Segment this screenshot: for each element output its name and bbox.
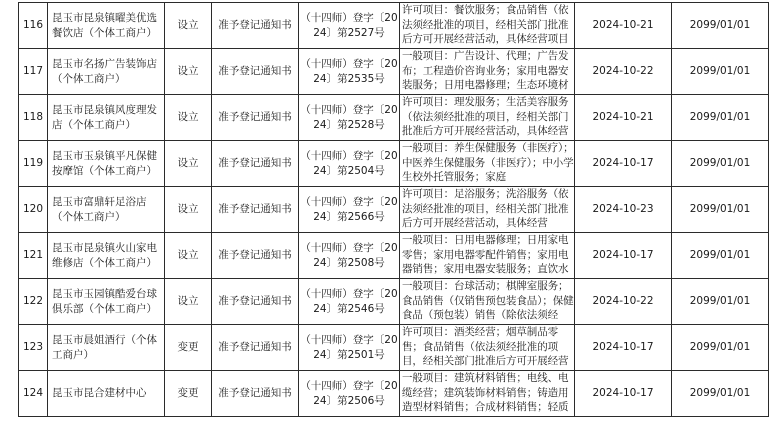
expiry-date-cell bbox=[672, 325, 769, 371]
business-name-clip bbox=[52, 187, 162, 232]
document-type-clip bbox=[212, 233, 298, 278]
registration-type-clip bbox=[165, 325, 211, 370]
business-scope-cell bbox=[400, 95, 575, 141]
document-type-clip bbox=[212, 49, 298, 94]
registration-type-clip bbox=[165, 279, 211, 324]
row-number-clip bbox=[19, 3, 47, 48]
business-scope-clip bbox=[402, 187, 574, 232]
expiry-date-clip bbox=[672, 325, 768, 370]
certificate-number: （十四师）登字〔2024〕第2566号 bbox=[300, 195, 398, 223]
certificate-number-clip bbox=[299, 279, 399, 324]
registration-type: 设立 bbox=[177, 295, 199, 307]
certificate-number: （十四师）登字〔2024〕第2508号 bbox=[300, 241, 398, 269]
business-scope: 一般项目：建筑材料销售；电线、电缆经营；建筑装饰材料销售；铸造用造型材料销售；合成材料销售；轻质 bbox=[402, 372, 569, 414]
row-number-cell bbox=[19, 95, 48, 141]
business-scope: 一般项目：养生保健服务（非医疗）；中医养生保健服务（非医疗）；中小学生校外托管服务；家庭 bbox=[402, 142, 574, 184]
registration-type: 设立 bbox=[177, 203, 199, 215]
expiry-date-cell bbox=[672, 279, 769, 325]
registration-date: 2024-10-17 bbox=[592, 341, 654, 353]
business-scope-cell bbox=[400, 371, 575, 417]
table-row bbox=[19, 325, 769, 371]
row-number: 117 bbox=[22, 65, 44, 77]
table-row bbox=[19, 3, 769, 49]
business-name-cell bbox=[48, 49, 165, 95]
expiry-date-clip bbox=[672, 141, 768, 186]
row-number-cell bbox=[19, 279, 48, 325]
certificate-number-cell bbox=[299, 3, 400, 49]
expiry-date: 2099/01/01 bbox=[689, 65, 751, 77]
expiry-date-clip bbox=[672, 371, 768, 416]
business-name-cell bbox=[48, 95, 165, 141]
business-name: 昆玉市名扬广告装饰店（个体工商户） bbox=[52, 57, 157, 85]
registration-date-clip bbox=[575, 325, 671, 370]
business-name-clip bbox=[52, 233, 162, 278]
registration-type-clip bbox=[165, 187, 211, 232]
row-number-cell bbox=[19, 233, 48, 279]
business-scope-cell bbox=[400, 279, 575, 325]
expiry-date: 2099/01/01 bbox=[689, 387, 751, 399]
document-type: 准予登记通知书 bbox=[218, 19, 292, 31]
business-name-cell bbox=[48, 371, 165, 417]
certificate-number: （十四师）登字〔2024〕第2504号 bbox=[300, 149, 398, 177]
registration-date-cell bbox=[575, 187, 672, 233]
business-scope-clip bbox=[402, 3, 574, 48]
registration-date-cell bbox=[575, 141, 672, 187]
row-number-cell bbox=[19, 141, 48, 187]
registration-date-clip bbox=[575, 141, 671, 186]
business-name-cell bbox=[48, 279, 165, 325]
registration-date: 2024-10-22 bbox=[592, 65, 654, 77]
document-type-cell bbox=[212, 95, 299, 141]
expiry-date-cell bbox=[672, 371, 769, 417]
document-type: 准予登记通知书 bbox=[218, 157, 292, 169]
row-number: 121 bbox=[22, 249, 44, 261]
table-row bbox=[19, 95, 769, 141]
expiry-date-clip bbox=[672, 233, 768, 278]
row-number-clip bbox=[19, 279, 47, 324]
business-scope: 许可项目：酒类经营；烟草制品零售；食品销售（依法须经批准的项目，经相关部门批准后方可开展经营 bbox=[402, 326, 569, 368]
document-type: 准予登记通知书 bbox=[218, 111, 292, 123]
expiry-date: 2099/01/01 bbox=[689, 341, 751, 353]
expiry-date-cell bbox=[672, 233, 769, 279]
business-name-cell bbox=[48, 187, 165, 233]
certificate-number-clip bbox=[299, 95, 399, 140]
table-row bbox=[19, 141, 769, 187]
registration-type-clip bbox=[165, 49, 211, 94]
business-scope-clip bbox=[402, 371, 574, 416]
row-number-cell bbox=[19, 3, 48, 49]
business-scope-cell bbox=[400, 49, 575, 95]
business-name: 昆玉市玉园镇酷爱台球俱乐部（个体工商户） bbox=[52, 287, 157, 315]
document-type-clip bbox=[212, 141, 298, 186]
business-name-clip bbox=[52, 325, 162, 370]
expiry-date: 2099/01/01 bbox=[689, 111, 751, 123]
certificate-number-cell bbox=[299, 325, 400, 371]
expiry-date: 2099/01/01 bbox=[689, 249, 751, 261]
registration-date: 2024-10-17 bbox=[592, 157, 654, 169]
registration-date: 2024-10-23 bbox=[592, 203, 654, 215]
certificate-number-clip bbox=[299, 233, 399, 278]
row-number-cell bbox=[19, 49, 48, 95]
expiry-date-clip bbox=[672, 187, 768, 232]
document-type-cell bbox=[212, 141, 299, 187]
expiry-date-clip bbox=[672, 49, 768, 94]
business-scope-clip bbox=[402, 95, 574, 140]
expiry-date: 2099/01/01 bbox=[689, 19, 751, 31]
business-name: 昆玉市晨姐酒行（个体工商户） bbox=[52, 333, 157, 361]
row-number: 120 bbox=[22, 203, 44, 215]
registration-date-cell bbox=[575, 279, 672, 325]
document-type-clip bbox=[212, 187, 298, 232]
document-type-cell bbox=[212, 279, 299, 325]
registration-type-cell bbox=[165, 371, 212, 417]
registration-type: 设立 bbox=[177, 157, 199, 169]
certificate-number-cell bbox=[299, 279, 400, 325]
table-row bbox=[19, 279, 769, 325]
registration-date-cell bbox=[575, 49, 672, 95]
document-type-cell bbox=[212, 371, 299, 417]
business-scope: 一般项目：台球活动；棋牌室服务；食品销售（仅销售预包装食品）；保健食品（预包装）销售（除依法须经 bbox=[402, 280, 574, 322]
business-scope-cell bbox=[400, 3, 575, 49]
registration-date-cell bbox=[575, 3, 672, 49]
expiry-date-clip bbox=[672, 279, 768, 324]
certificate-number-cell bbox=[299, 141, 400, 187]
registration-type-clip bbox=[165, 233, 211, 278]
row-number-cell bbox=[19, 371, 48, 417]
document-type: 准予登记通知书 bbox=[218, 341, 292, 353]
registration-type-cell bbox=[165, 95, 212, 141]
business-scope-clip bbox=[402, 233, 574, 278]
table-row bbox=[19, 187, 769, 233]
document-type-cell bbox=[212, 233, 299, 279]
expiry-date: 2099/01/01 bbox=[689, 295, 751, 307]
business-scope-clip bbox=[402, 141, 574, 186]
business-name: 昆玉市昆泉镇风度理发店（个体工商户） bbox=[52, 103, 157, 131]
registration-table bbox=[18, 2, 769, 417]
document-type-clip bbox=[212, 325, 298, 370]
expiry-date-cell bbox=[672, 95, 769, 141]
registration-type: 变更 bbox=[177, 387, 199, 399]
registration-type: 设立 bbox=[177, 65, 199, 77]
business-scope: 一般项目：日用电器修理；日用家电零售；家用电器零配件销售；家用电器销售；家用电器安装服务；直饮水 bbox=[402, 234, 569, 276]
certificate-number-cell bbox=[299, 371, 400, 417]
business-scope-cell bbox=[400, 325, 575, 371]
business-name-cell bbox=[48, 233, 165, 279]
business-scope-cell bbox=[400, 187, 575, 233]
business-name-cell bbox=[48, 3, 165, 49]
business-scope-cell bbox=[400, 141, 575, 187]
registration-type-clip bbox=[165, 95, 211, 140]
business-name-cell bbox=[48, 325, 165, 371]
document-type: 准予登记通知书 bbox=[218, 65, 292, 77]
business-scope: 许可项目：足浴服务；洗浴服务（依法须经批准的项目，经相关部门批准后方可开展经营活动，具体经营 bbox=[402, 188, 569, 230]
row-number: 124 bbox=[22, 387, 44, 399]
row-number: 116 bbox=[22, 19, 44, 31]
certificate-number: （十四师）登字〔2024〕第2501号 bbox=[300, 333, 398, 361]
row-number-clip bbox=[19, 49, 47, 94]
table-row bbox=[19, 371, 769, 417]
table-row bbox=[19, 233, 769, 279]
document-type: 准予登记通知书 bbox=[218, 295, 292, 307]
registration-type: 设立 bbox=[177, 111, 199, 123]
document-type: 准予登记通知书 bbox=[218, 387, 292, 399]
business-name: 昆玉市昆泉镇火山家电维修店（个体工商户） bbox=[52, 241, 157, 269]
business-scope-cell bbox=[400, 233, 575, 279]
expiry-date-cell bbox=[672, 3, 769, 49]
row-number-clip bbox=[19, 187, 47, 232]
document-type-cell bbox=[212, 187, 299, 233]
row-number-cell bbox=[19, 325, 48, 371]
registration-date: 2024-10-21 bbox=[592, 19, 654, 31]
business-scope: 一般项目：广告设计、代理；广告发布；工程造价咨询业务；家用电器安装服务；日用电器修理；生态环境材 bbox=[402, 50, 569, 92]
registration-type-clip bbox=[165, 371, 211, 416]
business-name-clip bbox=[52, 3, 162, 48]
row-number-clip bbox=[19, 325, 47, 370]
expiry-date-cell bbox=[672, 49, 769, 95]
business-scope-clip bbox=[402, 325, 574, 370]
document-type-cell bbox=[212, 49, 299, 95]
expiry-date: 2099/01/01 bbox=[689, 157, 751, 169]
registration-type: 变更 bbox=[177, 341, 199, 353]
registration-type-cell bbox=[165, 325, 212, 371]
expiry-date-cell bbox=[672, 141, 769, 187]
row-number: 118 bbox=[22, 111, 44, 123]
certificate-number-clip bbox=[299, 187, 399, 232]
business-name: 昆玉市昆合建材中心 bbox=[52, 387, 147, 399]
row-number: 122 bbox=[22, 295, 44, 307]
registration-type-cell bbox=[165, 3, 212, 49]
certificate-number-cell bbox=[299, 49, 400, 95]
registration-type: 设立 bbox=[177, 19, 199, 31]
registration-table-body bbox=[19, 3, 769, 417]
business-name: 昆玉市富鼎轩足浴店（个体工商户） bbox=[52, 195, 147, 223]
registration-date-clip bbox=[575, 187, 671, 232]
registration-date-cell bbox=[575, 233, 672, 279]
certificate-number: （十四师）登字〔2024〕第2546号 bbox=[300, 287, 398, 315]
registration-type-clip bbox=[165, 141, 211, 186]
business-name-clip bbox=[52, 141, 162, 186]
business-scope-clip bbox=[402, 49, 574, 94]
registration-date-clip bbox=[575, 95, 671, 140]
registration-type-cell bbox=[165, 141, 212, 187]
business-name-clip bbox=[52, 371, 162, 416]
registration-type: 设立 bbox=[177, 249, 199, 261]
expiry-date-cell bbox=[672, 187, 769, 233]
row-number-clip bbox=[19, 371, 47, 416]
business-scope-clip bbox=[402, 279, 574, 324]
business-name-clip bbox=[52, 95, 162, 140]
document-type-clip bbox=[212, 95, 298, 140]
certificate-number-cell bbox=[299, 233, 400, 279]
business-name-cell bbox=[48, 141, 165, 187]
business-scope: 许可项目：理发服务；生活美容服务（依法须经批准的项目，经相关部门批准后方可开展经营活动，具体经营 bbox=[402, 96, 569, 138]
certificate-number-cell bbox=[299, 187, 400, 233]
registration-type-cell bbox=[165, 49, 212, 95]
document-type-cell bbox=[212, 325, 299, 371]
business-name-clip bbox=[52, 49, 162, 94]
registration-date-clip bbox=[575, 279, 671, 324]
row-number: 123 bbox=[22, 341, 44, 353]
registration-date: 2024-10-17 bbox=[592, 249, 654, 261]
certificate-number: （十四师）登字〔2024〕第2528号 bbox=[300, 103, 398, 131]
registration-date: 2024-10-22 bbox=[592, 295, 654, 307]
registration-date-clip bbox=[575, 3, 671, 48]
certificate-number-clip bbox=[299, 325, 399, 370]
business-scope: 许可项目：餐饮服务；食品销售（依法须经批准的项目，经相关部门批准后方可开展经营活动，具体经营项目 bbox=[402, 4, 569, 46]
expiry-date-clip bbox=[672, 95, 768, 140]
registration-type-cell bbox=[165, 233, 212, 279]
registration-date-clip bbox=[575, 371, 671, 416]
registration-date-clip bbox=[575, 233, 671, 278]
certificate-number-cell bbox=[299, 95, 400, 141]
certificate-number-clip bbox=[299, 371, 399, 416]
certificate-number: （十四师）登字〔2024〕第2535号 bbox=[300, 57, 398, 85]
row-number-clip bbox=[19, 141, 47, 186]
registration-date-clip bbox=[575, 49, 671, 94]
certificate-number-clip bbox=[299, 49, 399, 94]
row-number-clip bbox=[19, 95, 47, 140]
row-number: 119 bbox=[22, 157, 44, 169]
expiry-date: 2099/01/01 bbox=[689, 203, 751, 215]
document-type: 准予登记通知书 bbox=[218, 203, 292, 215]
registration-type-cell bbox=[165, 187, 212, 233]
certificate-number-clip bbox=[299, 141, 399, 186]
document-type-clip bbox=[212, 371, 298, 416]
registration-date-cell bbox=[575, 371, 672, 417]
certificate-number: （十四师）登字〔2024〕第2527号 bbox=[300, 11, 398, 39]
document-type-cell bbox=[212, 3, 299, 49]
certificate-number: （十四师）登字〔2024〕第2506号 bbox=[300, 379, 398, 407]
business-name: 昆玉市昆泉镇曜美优选餐饮店（个体工商户） bbox=[52, 11, 157, 39]
row-number-cell bbox=[19, 187, 48, 233]
row-number-clip bbox=[19, 233, 47, 278]
registration-date-cell bbox=[575, 95, 672, 141]
document-type-clip bbox=[212, 3, 298, 48]
business-name-clip bbox=[52, 279, 162, 324]
registration-date: 2024-10-21 bbox=[592, 111, 654, 123]
expiry-date-clip bbox=[672, 3, 768, 48]
table-row bbox=[19, 49, 769, 95]
document-type: 准予登记通知书 bbox=[218, 249, 292, 261]
registration-type-clip bbox=[165, 3, 211, 48]
registration-date-cell bbox=[575, 325, 672, 371]
business-name: 昆玉市玉泉镇平凡保健按摩馆（个体工商户） bbox=[52, 149, 157, 177]
document-type-clip bbox=[212, 279, 298, 324]
registration-date: 2024-10-17 bbox=[592, 387, 654, 399]
certificate-number-clip bbox=[299, 3, 399, 48]
registration-type-cell bbox=[165, 279, 212, 325]
